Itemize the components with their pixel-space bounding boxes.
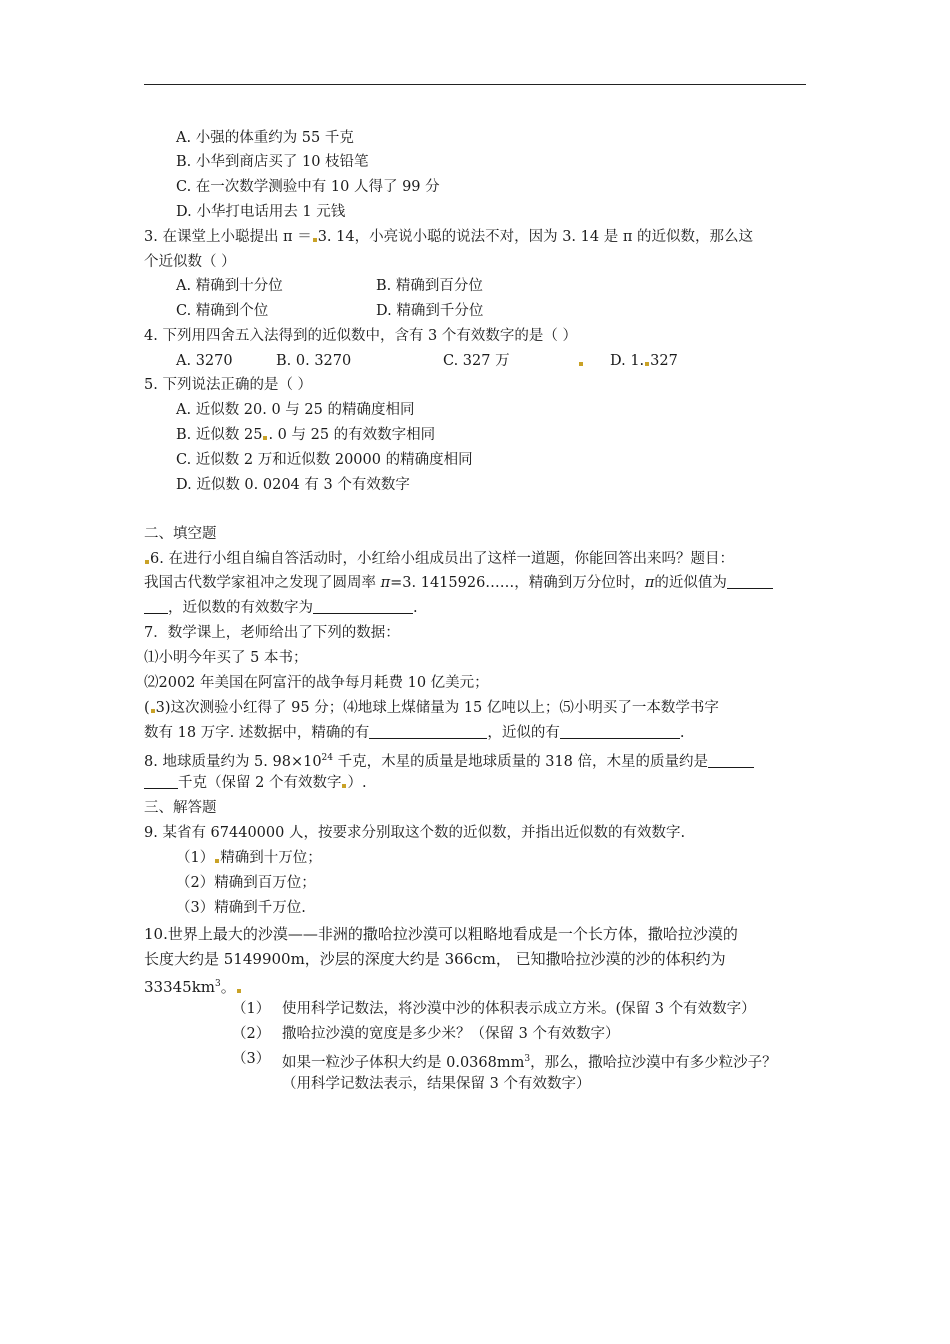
q7-item3-paren: (: [144, 700, 150, 716]
edit-marker: [215, 859, 219, 863]
q10-part3-text1: 如果一粒沙子体积大约是 0.0368mm: [282, 1055, 525, 1071]
q8-line2-part1: 千克（保留 2 个有效数字: [178, 775, 342, 791]
q10-part3-line2: （用科学记数法表示，结果保留 3 个有效数字）: [282, 1076, 591, 1092]
q3-option-d: D. 精确到千分位: [376, 303, 484, 319]
q9-stem: 9. 某省有 67440000 人，按要求分别取这个数的近似数，并指出近似数的有效数字.: [144, 825, 686, 841]
q3-stem-part2: 3. 14，小亮说小聪的说法不对，因为 3. 14 是 π 的近似数，那么这: [317, 229, 753, 245]
q10-part2-num: （2）: [232, 1026, 271, 1042]
q4-option-a: A. 3270: [176, 353, 233, 369]
q6-line1: [144, 549, 734, 569]
q3-option-b: B. 精确到百分位: [376, 278, 483, 294]
q2-option-b: B. 小华到商店买了 10 枝铅笔: [176, 154, 369, 170]
q7-item3-text: 3)这次测验小红得了 95 分；⑷地球上煤储量为 15 亿吨以上；⑸小明买了一本数学书字: [155, 700, 719, 716]
q6-line2: [144, 573, 773, 593]
q10-volume-exp: 3: [215, 979, 221, 989]
q10-line3: [144, 974, 242, 997]
q10-part3-num: （3）: [232, 1051, 271, 1067]
edit-marker: [145, 560, 149, 564]
q3-stem-line2: 个近似数（ ）: [144, 254, 236, 270]
pi-symbol: π: [644, 575, 655, 591]
q8-line2: [144, 773, 367, 793]
q10-part3: [282, 1049, 777, 1073]
q10-part3-exp: 3: [524, 1054, 531, 1064]
q3-stem-line1: [144, 227, 753, 247]
q5-option-b-part2: . 0 与 25 的有效数字相同: [268, 427, 436, 443]
section-answer-heading: 三、解答题: [144, 800, 217, 816]
q9-part3: （3）精确到千万位.: [176, 900, 306, 916]
q5-option-b: [176, 425, 435, 445]
q3-option-a: A. 精确到十分位: [176, 278, 283, 294]
q3-stem-part1: 3. 在课堂上小聪提出 π ＝: [144, 229, 312, 245]
q4-option-c: C. 327 万: [443, 353, 510, 369]
q10-line1: 10.世界上最大的沙漠——非洲的撒哈拉沙漠可以粗略地看成是一个长方体，撒哈拉沙漠的: [144, 925, 738, 943]
q8-line1-part1: 8. 地球质量约为 5. 98×10: [144, 754, 322, 770]
edit-marker: [237, 989, 241, 993]
q8-exponent: 24: [321, 753, 333, 763]
q6-line3-end: .: [413, 600, 418, 616]
q10-part3-text2: ，那么，撒哈拉沙漠中有多少粒沙子？: [530, 1055, 777, 1071]
q10-line2: 长度大约是 5149900m，沙层的深度大约是 366cm， 已知撒哈拉沙漠的沙的体积约为: [144, 950, 726, 968]
pi-symbol: π: [380, 575, 391, 591]
edit-marker: [645, 362, 649, 366]
q9-part2: （2）精确到百万位；: [176, 875, 316, 891]
q4-option-d: [578, 351, 678, 371]
edit-marker: [342, 784, 346, 788]
q10-volume: 33345km: [144, 978, 216, 996]
edit-marker: [263, 436, 267, 440]
answer-blank[interactable]: [727, 574, 773, 589]
q8-line2-part2: ）.: [347, 775, 367, 791]
q8-line1-part2: 千克，木星的质量是地球质量的 318 倍，木星的质量约是: [333, 754, 709, 770]
q10-part2: 撒哈拉沙漠的宽度是多少米？（保留 3 个有效数字）: [282, 1026, 620, 1042]
answer-blank[interactable]: [708, 753, 754, 768]
answer-blank[interactable]: [560, 724, 680, 739]
section-fill-in-heading: 二、填空题: [144, 526, 217, 542]
q5-option-c: C. 近似数 2 万和近似数 20000 的精确度相同: [176, 452, 473, 468]
q2-option-d: D. 小华打电话用去 1 元钱: [176, 204, 346, 220]
q3-option-c: C. 精确到个位: [176, 303, 269, 319]
q7-stem: 7．数学课上，老师给出了下列的数据：: [144, 625, 400, 641]
q6-line2-part2: =3. 1415926……，精确到万分位时，: [390, 575, 645, 591]
q9-part1: [176, 848, 322, 868]
q7-item3: [144, 698, 719, 718]
answer-blank[interactable]: [313, 599, 413, 614]
q7-answer-end: .: [679, 725, 685, 741]
q5-stem: 5. 下列说法正确的是（ ）: [144, 377, 313, 393]
q4-option-d-part2: 327: [650, 353, 678, 369]
q6-line2-part3: 的近似值为: [654, 575, 727, 591]
q10-part1: 使用科学记数法，将沙漠中沙的体积表示成立方米。(保留 3 个有效数字）: [282, 1001, 756, 1017]
q6-line2-part1: 我国古代数学家祖冲之发现了圆周率: [144, 575, 381, 591]
q5-option-d: D. 近似数 0. 0204 有 3 个有效数字: [176, 477, 410, 493]
q4-stem: 4. 下列用四舍五入法得到的近似数中，含有 3 个有效数字的是（ ）: [144, 328, 577, 344]
q7-answer-part1: 数有 18 万字. 述数据中，精确的有: [144, 725, 370, 741]
edit-marker: [151, 709, 155, 713]
q2-option-c: C. 在一次数学测验中有 10 人得了 99 分: [176, 179, 440, 195]
q4-option-b: B. 0. 3270: [276, 353, 352, 369]
q7-answer-part2: ，近似的有: [487, 725, 560, 741]
answer-blank[interactable]: [369, 724, 487, 739]
q6-line1-text: 6. 在进行小组自编自答活动时，小红给小组成员出了这样一道题，你能回答出来吗？题目：: [150, 551, 734, 567]
q7-answer-line: [144, 723, 685, 743]
edit-marker: [313, 238, 317, 242]
q5-option-b-part1: B. 近似数 25: [176, 427, 263, 443]
q10-line3-end: 。: [220, 978, 236, 996]
edit-marker: [579, 362, 583, 366]
q8-line1: [144, 748, 754, 772]
q9-part1-text: 精确到十万位；: [220, 850, 322, 866]
q9-part1-num: （1）: [176, 850, 215, 866]
q10-part1-num: （1）: [232, 1001, 271, 1017]
header-rule: [144, 84, 806, 85]
q5-option-a: A. 近似数 20. 0 与 25 的精确度相同: [176, 402, 415, 418]
q7-item2: ⑵2002 年美国在阿富汗的战争每月耗费 10 亿美元；: [144, 675, 489, 691]
q6-line3: [144, 598, 418, 618]
q4-option-d-part1: D. 1.: [610, 353, 645, 369]
q7-item1: ⑴小明今年买了 5 本书；: [144, 650, 308, 666]
q6-line3-text: ，近似数的有效数字为: [168, 600, 313, 616]
answer-blank[interactable]: [144, 774, 178, 789]
answer-blank[interactable]: [144, 599, 168, 614]
q2-option-a: A. 小强的体重约为 55 千克: [176, 130, 354, 146]
